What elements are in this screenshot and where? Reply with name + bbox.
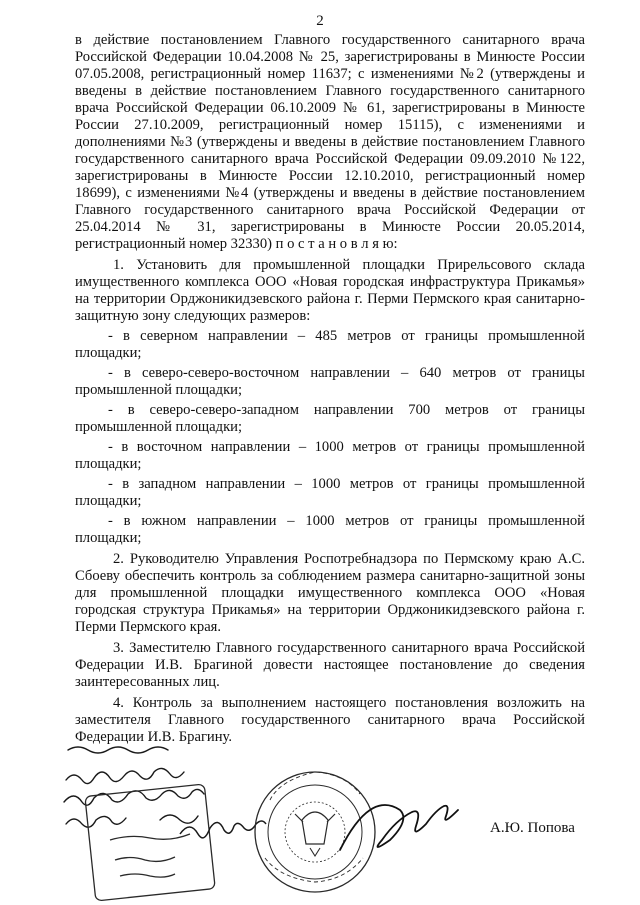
intro-paragraph: в действие постановлением Главного государственного санитарного врача Российской Федерации 10.04.2008 № 25, зарегистрированы в Минюсте России 07.05.2008, регистрационный номер 11637; с изменениями №2 (утверждены и введены в действие постановлением Главного государственного санитарного врача Российской Федерации 06.10.2009 № 61, зарегистрированы в Минюсте России 27.10.2009, регистрационный номер 15115), с изменениями и дополнениями №3 (утверждены и введены в действие постановлением Главного государственного санитарного врача Российской Федерации 09.09.2010 №122, зарегистрированы в Минюсте России 12.10.2010, регистрационный номер 18699), с изменениями №4 (утверждены и введены в действие постановлением Главного государственного санитарного врача Российской Федерации от 25.04.2014 № 31, зарегистрированы в Минюсте России 20.05.2014, регистрационный номер 32330) п о с т а н о в л я ю: bbox=[75, 32, 585, 252]
bullet-east: - в восточном направлении – 1000 метров от границы промышленной площадки; bbox=[75, 439, 585, 472]
bullet-nne: - в северо-северо-восточном направлении – 640 метров от границы промышленной площадки; bbox=[75, 365, 585, 398]
bullet-south: - в южном направлении – 1000 метров от границы промышленной площадки; bbox=[75, 513, 585, 546]
signatory-name: А.Ю. Попова bbox=[490, 820, 575, 836]
bullet-north: - в северном направлении – 485 метров от границы промышленной площадки; bbox=[75, 328, 585, 361]
official-seal bbox=[255, 772, 375, 892]
department-stamp bbox=[85, 784, 215, 901]
page-number: 2 bbox=[316, 13, 324, 29]
item-3: 3. Заместителю Главного государственного санитарного врача Российской Федерации И.В. Брагиной довести настоящее постановление до сведения заинтересованных лиц. bbox=[75, 640, 585, 690]
bullet-west: - в западном направлении – 1000 метров от границы промышленной площадки; bbox=[75, 476, 585, 509]
bullet-nnw: - в северо-северо-западном направлении 700 метров от границы промышленной площадки; bbox=[75, 402, 585, 435]
item-1: 1. Установить для промышленной площадки Прирельсового склада имущественного комплекса ООО «Новая городская инфраструктура Прикамья» на территории Орджоникидзевского района г. Перми Пермского края санитарно-защитную зону следующих размеров: bbox=[75, 257, 585, 324]
copy-certification-handwriting bbox=[64, 747, 204, 827]
item-2: 2. Руководителю Управления Роспотребнадзора по Пермскому краю А.С. Сбоеву обеспечить контроль за соблюдением размера санитарно-защитной зоны для промышленной площадки имущественного комплекса ООО «Новая городская структура Прикамья» на территории Орджоникидзевского района г. Перми Пермского края. bbox=[75, 551, 585, 635]
document-body bbox=[75, 32, 585, 746]
dept-signature-scribble bbox=[180, 821, 266, 838]
item-4: 4. Контроль за выполнением настоящего постановления возложить на заместителя Главного государственного санитарного врача Российской Федерации И.В. Брагину. bbox=[75, 695, 585, 745]
